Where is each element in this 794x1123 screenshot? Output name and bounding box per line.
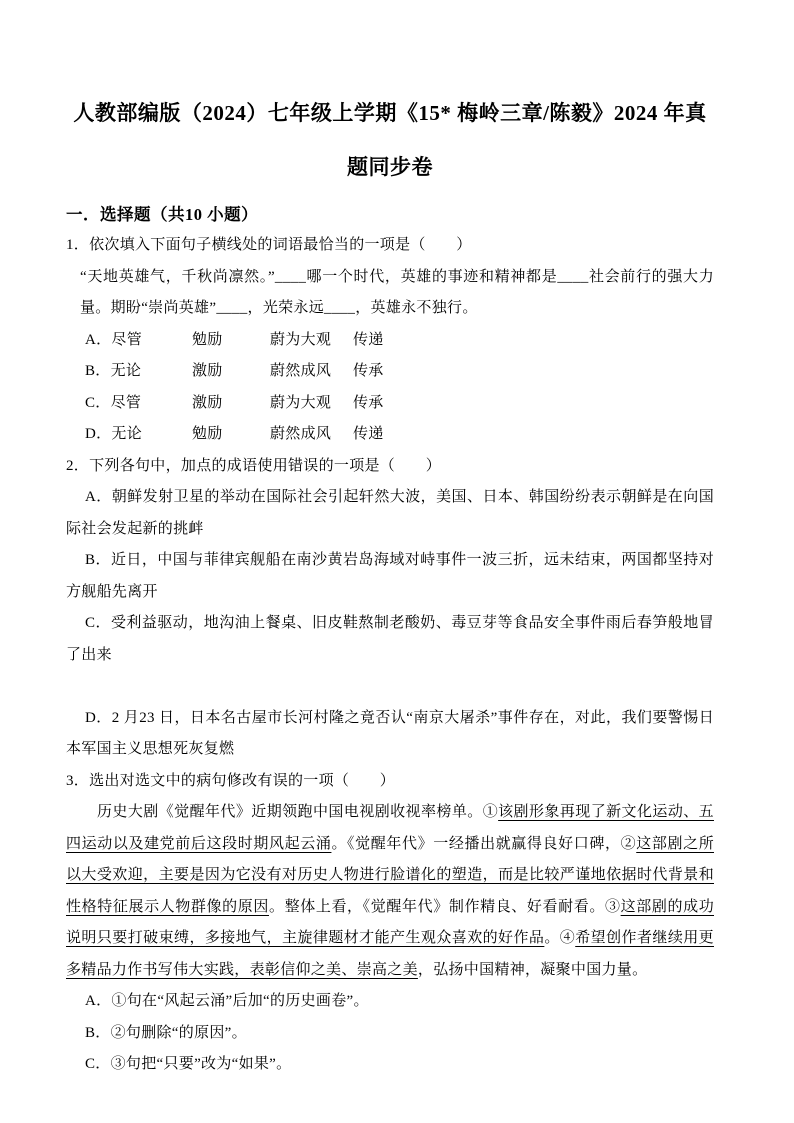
blank-line <box>66 671 714 703</box>
section-heading: 一．选择题（共10 小题） <box>66 205 259 224</box>
question-1-option-a <box>66 325 714 357</box>
option-word: 勉励 <box>192 426 223 442</box>
option-label: C．尽管 <box>85 394 142 411</box>
option-word: 蔚然成风 <box>270 363 332 379</box>
option-label: A．尽管 <box>85 331 143 348</box>
passage-marker-4: ④ <box>559 930 576 946</box>
question-1-stem: 1．依次填入下面句子横线处的词语最恰当的一项是（ ） <box>66 237 472 253</box>
question-2-option-d: D．2 月23 日，日本名古屋市长河村隆之竟否认“南京大屠杀”事件存在，对此，我们要警惕日本军国主义思想死灰复燃 <box>66 709 714 757</box>
question-1 <box>66 230 714 451</box>
question-2-option-c: C．受利益驱动，地沟油上餐桌、旧皮鞋熬制老酸奶、毒豆芽等食品安全事件雨后春笋般地冒了出来 <box>66 615 714 663</box>
question-3 <box>66 766 714 1081</box>
question-2-option-a: A．朝鲜发射卫星的举动在国际社会引起轩然大波，美国、日本、韩国纷纷表示朝鲜是在向国际社会发起新的挑衅 <box>66 489 714 537</box>
option-word: 勉励 <box>192 331 223 348</box>
passage-segment: 。整体上看，《觉醒年代》制作精良、好看耐看。 <box>268 898 605 915</box>
passage-segment: 历史大剧《觉醒年代》近期领跑中国电视剧收视率榜单。 <box>97 804 483 820</box>
option-word: 激励 <box>192 394 223 411</box>
question-1-option-c <box>66 388 714 420</box>
option-word: 传承 <box>353 363 384 379</box>
passage-underlined-segment: 该剧形象再现了新文化运动、五四运动以及建党前后这段时期风起云涌 <box>66 804 714 852</box>
option-word: 传递 <box>353 331 384 348</box>
option-word: 蔚为大观 <box>270 394 332 411</box>
passage-underlined-segment: 这部剧之所以大受欢迎，主要是因为它没有对历史人物进行脸谱化的塑造，而是比较严谨地依据时代背景和性格特征展示人物群像的原因 <box>66 835 714 915</box>
question-3-option-b: B．②句删除“的原因”。 <box>85 1024 247 1041</box>
question-1-option-d <box>66 419 714 451</box>
option-word: 传递 <box>353 426 384 442</box>
option-label: D．无论 <box>85 426 143 442</box>
option-word: 蔚为大观 <box>270 331 332 348</box>
passage-underlined-segment: 希望创作者继续用更多精品力作书写伟大实践，表彰信仰之美、崇高之美 <box>66 930 714 978</box>
question-3-option-a: A．①句在“风起云涌”后加“的历史画卷”。 <box>85 993 369 1009</box>
passage-marker-2: ② <box>620 835 637 852</box>
question-3-passage <box>66 797 714 986</box>
question-1-text: “天地英雄气，千秋尚凛然。”____哪一个时代，英雄的事迹和精神都是____社会前行的强大力量。期盼“崇尚英雄”____，光荣永远____，英雄永不独行。 <box>80 268 714 316</box>
passage-marker-3: ③ <box>605 898 621 915</box>
option-word: 传承 <box>353 394 384 411</box>
passage-segment: 。《觉醒年代》一经播出就赢得良好口碑， <box>331 835 621 852</box>
question-2-stem: 2．下列各句中，加点的成语使用错误的一项是（ ） <box>66 457 442 474</box>
option-label: B．无论 <box>85 363 142 379</box>
option-word: 蔚然成风 <box>270 426 332 442</box>
passage-segment: ，弘扬中国精神，凝聚中国力量。 <box>417 961 648 978</box>
question-2 <box>66 451 714 766</box>
question-1-option-b <box>66 356 714 388</box>
question-3-option-c: C．③句把“只要”改为“如果”。 <box>85 1056 292 1072</box>
question-3-stem: 3．选出对选文中的病句修改有误的一项（ ） <box>66 772 396 789</box>
passage-marker-1: ① <box>482 804 499 820</box>
option-word: 激励 <box>192 363 223 379</box>
passage-underlined-segment: 这部剧的成功说明只要打破束缚，多接地气，主旋律题材才能产生观众喜欢的好作品 <box>66 898 714 946</box>
passage-segment: 。 <box>544 930 560 946</box>
question-2-option-b: B．近日，中国与菲律宾舰船在南沙黄岩岛海域对峙事件一波三折，远未结束，两国都坚持对方舰船先离开 <box>66 552 714 600</box>
page-title: 人教部编版（2024）七年级上学期《15* 梅岭三章/陈毅》2024 年真题同步卷 <box>73 101 707 179</box>
